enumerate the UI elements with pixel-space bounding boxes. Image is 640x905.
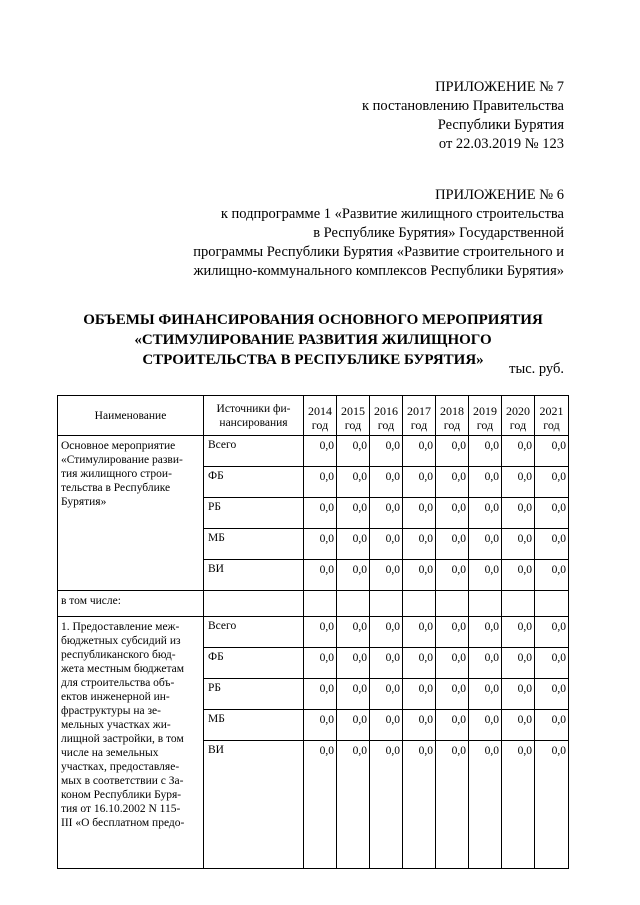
title-line: ОБЪЕМЫ ФИНАНСИРОВАНИЯ ОСНОВНОГО МЕРОПРИЯТИЯ	[83, 312, 543, 328]
value-cell: 0,0	[436, 467, 469, 498]
source-cell: ВИ	[204, 741, 304, 869]
appendix-7-line: к постановлению Правительства	[362, 98, 564, 114]
measure-name-line: бюджетных субсидий из	[61, 635, 181, 647]
appendix-7-header	[362, 78, 564, 154]
value-cell: 0,0	[436, 679, 469, 710]
empty-cell	[204, 591, 304, 617]
value-cell: 0,0	[403, 436, 436, 467]
value-cell: 0,0	[502, 648, 535, 679]
value-cell: 0,0	[535, 498, 569, 529]
measure-name-line: числе на земельных	[61, 747, 159, 759]
header-year	[304, 396, 337, 436]
title-line: СТРОИТЕЛЬСТВА В РЕСПУБЛИКЕ БУРЯТИЯ»	[142, 352, 484, 368]
appendix-6-number: ПРИЛОЖЕНИЕ № 6	[435, 187, 564, 203]
value-cell: 0,0	[403, 498, 436, 529]
source-cell: Всего	[204, 617, 304, 648]
value-cell: 0,0	[436, 617, 469, 648]
value-cell: 0,0	[370, 467, 403, 498]
measure-name-line: тия от 16.10.2002 N 115-	[61, 803, 181, 815]
source-cell: Всего	[204, 436, 304, 467]
value-cell: 0,0	[337, 498, 370, 529]
source-cell: МБ	[204, 710, 304, 741]
value-cell: 0,0	[403, 679, 436, 710]
including-label: в том числе:	[58, 591, 204, 617]
header-year-suffix: год	[410, 417, 428, 432]
value-cell: 0,0	[304, 741, 337, 869]
measure-name-line: участках, предоставляе-	[61, 761, 180, 773]
main-measure-name	[58, 436, 204, 591]
empty-cell	[304, 591, 337, 617]
header-year	[337, 396, 370, 436]
header-year-suffix: год	[311, 417, 329, 432]
value-cell: 0,0	[502, 436, 535, 467]
value-cell: 0,0	[304, 648, 337, 679]
value-cell: 0,0	[535, 560, 569, 591]
header-year	[403, 396, 436, 436]
appendix-6-line: к подпрограмме 1 «Развитие жилищного строительства	[220, 206, 564, 222]
header-year	[502, 396, 535, 436]
empty-cell	[337, 591, 370, 617]
header-year	[469, 396, 502, 436]
value-cell: 0,0	[436, 529, 469, 560]
value-cell: 0,0	[337, 617, 370, 648]
value-cell: 0,0	[502, 467, 535, 498]
measure-name-line: тельства в Республике	[61, 482, 171, 494]
value-cell: 0,0	[304, 617, 337, 648]
value-cell: 0,0	[535, 436, 569, 467]
value-cell: 0,0	[304, 436, 337, 467]
units-label: тыс. руб.	[509, 361, 564, 377]
header-year	[370, 396, 403, 436]
header-source-line: Источники фи-	[216, 402, 291, 415]
value-cell: 0,0	[469, 467, 502, 498]
measure-name-line: Бурятия»	[61, 496, 107, 508]
source-cell: РБ	[204, 498, 304, 529]
table-row	[58, 436, 569, 467]
value-cell: 0,0	[403, 710, 436, 741]
appendix-6-line: программы Республики Бурятия «Развитие строительного и	[193, 244, 564, 260]
header-source-line: нансирования	[219, 416, 288, 429]
sub-measure-1-name	[58, 617, 204, 869]
appendix-6-header	[193, 186, 564, 281]
header-year-suffix: год	[476, 417, 494, 432]
value-cell: 0,0	[370, 741, 403, 869]
value-cell: 0,0	[469, 648, 502, 679]
measure-name-line: для строительства объ-	[61, 677, 175, 689]
value-cell: 0,0	[535, 617, 569, 648]
value-cell: 0,0	[304, 560, 337, 591]
appendix-7-date: от 22.03.2019 № 123	[438, 136, 564, 152]
value-cell: 0,0	[403, 648, 436, 679]
measure-name-line: лищной застройки, в том	[61, 733, 184, 745]
value-cell: 0,0	[436, 710, 469, 741]
value-cell: 0,0	[403, 560, 436, 591]
empty-cell	[535, 591, 569, 617]
header-year-value: 2019	[473, 403, 497, 418]
value-cell: 0,0	[337, 741, 370, 869]
value-cell: 0,0	[337, 648, 370, 679]
value-cell: 0,0	[304, 679, 337, 710]
empty-cell	[469, 591, 502, 617]
empty-cell	[502, 591, 535, 617]
value-cell: 0,0	[337, 436, 370, 467]
including-row	[58, 591, 569, 617]
value-cell: 0,0	[304, 498, 337, 529]
source-cell: РБ	[204, 679, 304, 710]
measure-name-line: Основное мероприятие	[61, 440, 176, 452]
value-cell: 0,0	[370, 617, 403, 648]
value-cell: 0,0	[370, 560, 403, 591]
value-cell: 0,0	[337, 529, 370, 560]
table-header-row	[58, 396, 569, 436]
financing-table	[57, 395, 569, 869]
value-cell: 0,0	[370, 648, 403, 679]
source-cell: ВИ	[204, 560, 304, 591]
measure-name-line: республиканского бюд-	[61, 649, 176, 661]
value-cell: 0,0	[304, 710, 337, 741]
value-cell: 0,0	[370, 498, 403, 529]
source-cell: МБ	[204, 529, 304, 560]
header-name: Наименование	[58, 396, 204, 436]
value-cell: 0,0	[403, 741, 436, 869]
empty-cell	[370, 591, 403, 617]
value-cell: 0,0	[469, 710, 502, 741]
value-cell: 0,0	[403, 617, 436, 648]
value-cell: 0,0	[469, 741, 502, 869]
value-cell: 0,0	[535, 710, 569, 741]
measure-name-line: тия жилищного строи-	[61, 468, 172, 480]
header-year-suffix: год	[344, 417, 362, 432]
value-cell: 0,0	[370, 679, 403, 710]
measure-name-line: коном Республики Буря-	[61, 789, 182, 801]
appendix-7-number: ПРИЛОЖЕНИЕ № 7	[435, 79, 564, 95]
header-year-value: 2021	[539, 403, 564, 418]
value-cell: 0,0	[469, 560, 502, 591]
appendix-7-line: Республики Бурятия	[437, 117, 564, 133]
title-line: «СТИМУЛИРОВАНИЕ РАЗВИТИЯ ЖИЛИЩНОГО	[134, 332, 492, 348]
measure-name-line: мельных участках жи-	[61, 719, 171, 731]
value-cell: 0,0	[337, 710, 370, 741]
value-cell: 0,0	[403, 467, 436, 498]
value-cell: 0,0	[502, 498, 535, 529]
value-cell: 0,0	[535, 529, 569, 560]
header-year-value: 2020	[506, 403, 530, 418]
value-cell: 0,0	[469, 679, 502, 710]
measure-name-line: жета местным бюджетам	[61, 663, 185, 675]
value-cell: 0,0	[469, 529, 502, 560]
header-year-value: 2016	[374, 403, 398, 418]
value-cell: 0,0	[502, 741, 535, 869]
value-cell: 0,0	[436, 498, 469, 529]
value-cell: 0,0	[535, 648, 569, 679]
table-row	[58, 617, 569, 648]
value-cell: 0,0	[337, 560, 370, 591]
value-cell: 0,0	[337, 467, 370, 498]
measure-name-line: 1. Предоставление меж-	[61, 621, 180, 633]
value-cell: 0,0	[502, 529, 535, 560]
value-cell: 0,0	[502, 679, 535, 710]
value-cell: 0,0	[436, 648, 469, 679]
header-year-suffix: год	[543, 417, 560, 432]
source-cell: ФБ	[204, 467, 304, 498]
measure-name-line: мых в соответствии с За-	[61, 775, 184, 787]
value-cell: 0,0	[436, 560, 469, 591]
empty-cell	[403, 591, 436, 617]
document-title	[60, 310, 566, 370]
value-cell: 0,0	[502, 617, 535, 648]
value-cell: 0,0	[469, 498, 502, 529]
header-year-suffix: год	[377, 417, 395, 432]
value-cell: 0,0	[304, 467, 337, 498]
header-year-value: 2015	[341, 403, 365, 418]
value-cell: 0,0	[403, 529, 436, 560]
value-cell: 0,0	[502, 560, 535, 591]
value-cell: 0,0	[535, 741, 569, 869]
measure-name-line: ектов инженерной ин-	[61, 691, 170, 703]
value-cell: 0,0	[502, 710, 535, 741]
header-year-suffix: год	[509, 417, 527, 432]
appendix-6-line: в Республике Бурятия» Государственной	[313, 225, 564, 241]
measure-name-line: III «О бесплатном предо-	[61, 817, 185, 829]
value-cell: 0,0	[469, 436, 502, 467]
header-year-value: 2017	[407, 403, 431, 418]
header-year	[535, 396, 569, 436]
value-cell: 0,0	[535, 679, 569, 710]
appendix-6-line: жилищно-коммунального комплексов Республики Бурятия»	[193, 263, 564, 279]
value-cell: 0,0	[337, 679, 370, 710]
value-cell: 0,0	[370, 436, 403, 467]
measure-name-line: фраструктуры на зе-	[61, 705, 161, 717]
value-cell: 0,0	[469, 617, 502, 648]
header-year	[436, 396, 469, 436]
empty-cell	[436, 591, 469, 617]
value-cell: 0,0	[535, 467, 569, 498]
header-year-value: 2014	[308, 403, 332, 418]
value-cell: 0,0	[370, 710, 403, 741]
header-source	[204, 396, 304, 436]
value-cell: 0,0	[436, 436, 469, 467]
header-year-suffix: год	[443, 417, 461, 432]
value-cell: 0,0	[304, 529, 337, 560]
measure-name-line: «Стимулирование разви-	[61, 454, 183, 466]
header-year-value: 2018	[440, 403, 464, 418]
value-cell: 0,0	[370, 529, 403, 560]
source-cell: ФБ	[204, 648, 304, 679]
value-cell: 0,0	[436, 741, 469, 869]
